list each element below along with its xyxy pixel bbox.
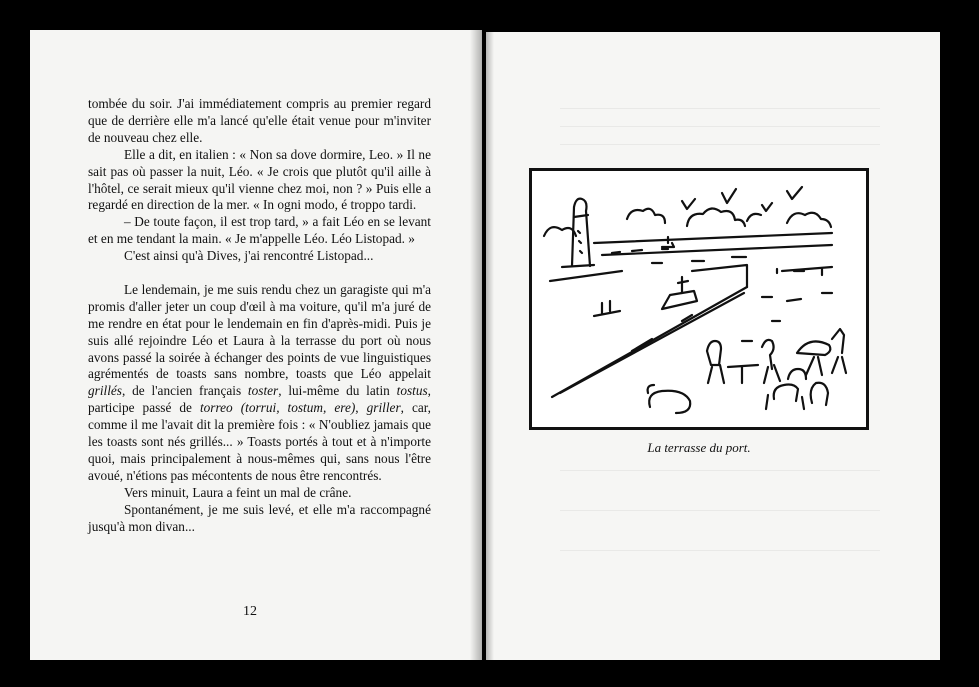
text-run: , car, comme il me l'avait dit la première fois : « N'oubliez jamais que les toasts sont nés grillés... » Toasts portés à tout et à n'importe quoi, mais principalement à nous-mêmes qui, sans nous l'être avoué, n'étions pas mécontents de nous être rencontrés. (88, 400, 431, 483)
text-run: – De toute façon, il est trop tard, » a fait Léo en se levant et en me tendant la main. « Je m'appelle Léo. Léo Listopad. » (88, 214, 431, 247)
bleed-through-line (560, 550, 880, 551)
text-run: Elle a dit, en italien : « Non sa dove dormire, Leo. » Il ne sait pas où passer la nuit, Léo. « Je crois que plutôt qu'il aille à l'hôtel, ce serait mieux qu'il vienne chez moi, non ? » Puis elle a regardé en direction de la mer. « In ogni modo, é troppo tardi. (88, 146, 431, 213)
bleed-through-line (560, 144, 880, 145)
text-run: , (355, 400, 367, 416)
body-text (88, 96, 431, 536)
page-number: 12 (243, 604, 257, 619)
bleed-through-line (560, 470, 880, 471)
bleed-through-line (560, 126, 880, 127)
book-gutter (470, 30, 494, 660)
paragraph-break (88, 265, 431, 282)
text-run: Le lendemain, je me suis rendu chez un garagiste qui m'a promis d'aller jeter un coup d'œil à ma voiture, qu'il m'a juré de me rendre en état pour le lendemain en fin d'après-midi. Puis je suis allé rejoindre Léo et Laura à la terrasse du port où nous avons passé la soirée à échanger des points de vue linguistiques agrémentés de toasts sans nombre, toasts que Léo appelait (88, 281, 431, 382)
illustration-caption: La terrasse du port. (647, 440, 751, 455)
text-run: Spontanément, je me suis levé, et elle m'a raccompagné jusqu'à mon divan... (88, 501, 431, 534)
italic-term: toster (247, 383, 279, 399)
paragraph (88, 96, 431, 147)
paragraph (88, 502, 431, 536)
paragraph (88, 485, 431, 502)
bleed-through-line (560, 108, 880, 109)
harbor-terrace-illustration (529, 168, 869, 430)
text-run: , de l'ancien français (121, 383, 248, 399)
text-run: , participe passé de (88, 383, 431, 416)
italic-term: torreo (torrui, tostum, ere) (199, 400, 356, 416)
text-run: tombée du soir. J'ai immédiatement compris au premier regard que de derrière elle m'a lancé qu'elle était venue pour m'inviter de nouveau chez elle. (88, 96, 431, 145)
text-run: C'est ainsi qu'à Dives, j'ai rencontré Listopad... (124, 248, 374, 264)
paragraph (88, 248, 431, 265)
paragraph (88, 147, 431, 215)
text-run: Vers minuit, Laura a feint un mal de crâne. (124, 484, 352, 500)
paragraph (88, 282, 431, 485)
bleed-through-line (560, 510, 880, 511)
italic-term: griller (366, 400, 401, 416)
italic-term: tostus (396, 383, 428, 399)
text-run: , lui-même du latin (278, 383, 397, 399)
paragraph (88, 214, 431, 248)
italic-term: grillés (88, 383, 122, 399)
